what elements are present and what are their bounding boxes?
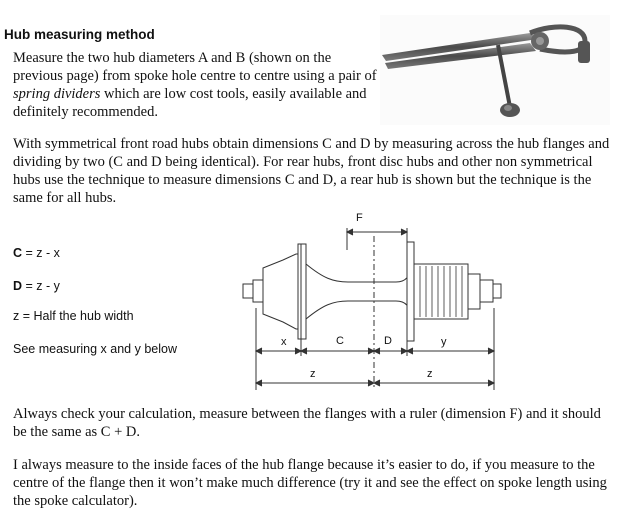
hub-diagram xyxy=(228,208,508,393)
page-title: Hub measuring method xyxy=(4,27,155,42)
label-z-left: z xyxy=(310,368,316,380)
spring-dividers-image xyxy=(380,15,610,125)
formula-c: C = z - x xyxy=(13,246,60,260)
label-d: D xyxy=(384,335,392,347)
label-c: C xyxy=(336,335,344,347)
inside-faces-paragraph: I always measure to the inside faces of the hub flange because it’s easier to do, if you measure to the centre of the flange then it won’t make much difference (try it and see the effect on spoke length using the spoke calculator). xyxy=(13,457,607,509)
label-z-right: z xyxy=(427,368,433,380)
check-paragraph: Always check your calculation, measure between the flanges with a ruler (dimension F) and it should be the same as C + D. xyxy=(13,406,601,440)
intro-text-end: which are low cost tools, easily available and definitely recommended. xyxy=(13,86,367,120)
intro-emphasis: spring dividers xyxy=(13,86,101,102)
intro-text-start: Measure the two hub diameters A and B (shown on the previous page) from spoke hole centre to centre using a pair of xyxy=(13,50,377,84)
label-x: x xyxy=(281,336,287,348)
intro-paragraph xyxy=(13,49,378,121)
measuring-note: See measuring x and y below xyxy=(13,342,177,356)
label-f: F xyxy=(356,212,363,224)
formula-d: D = z - y xyxy=(13,279,60,293)
formula-z: z = Half the hub width xyxy=(13,309,134,323)
label-y: y xyxy=(441,336,447,348)
technique-paragraph: With symmetrical front road hubs obtain dimensions C and D by measuring across the hub flanges and dividing by two (C and D being identical). For rear hubs, front disc hubs and other non symmetrical hubs use the technique to measure dimensions C and D, a rear hub is shown but the technique is the same for all hubs. xyxy=(13,136,610,206)
